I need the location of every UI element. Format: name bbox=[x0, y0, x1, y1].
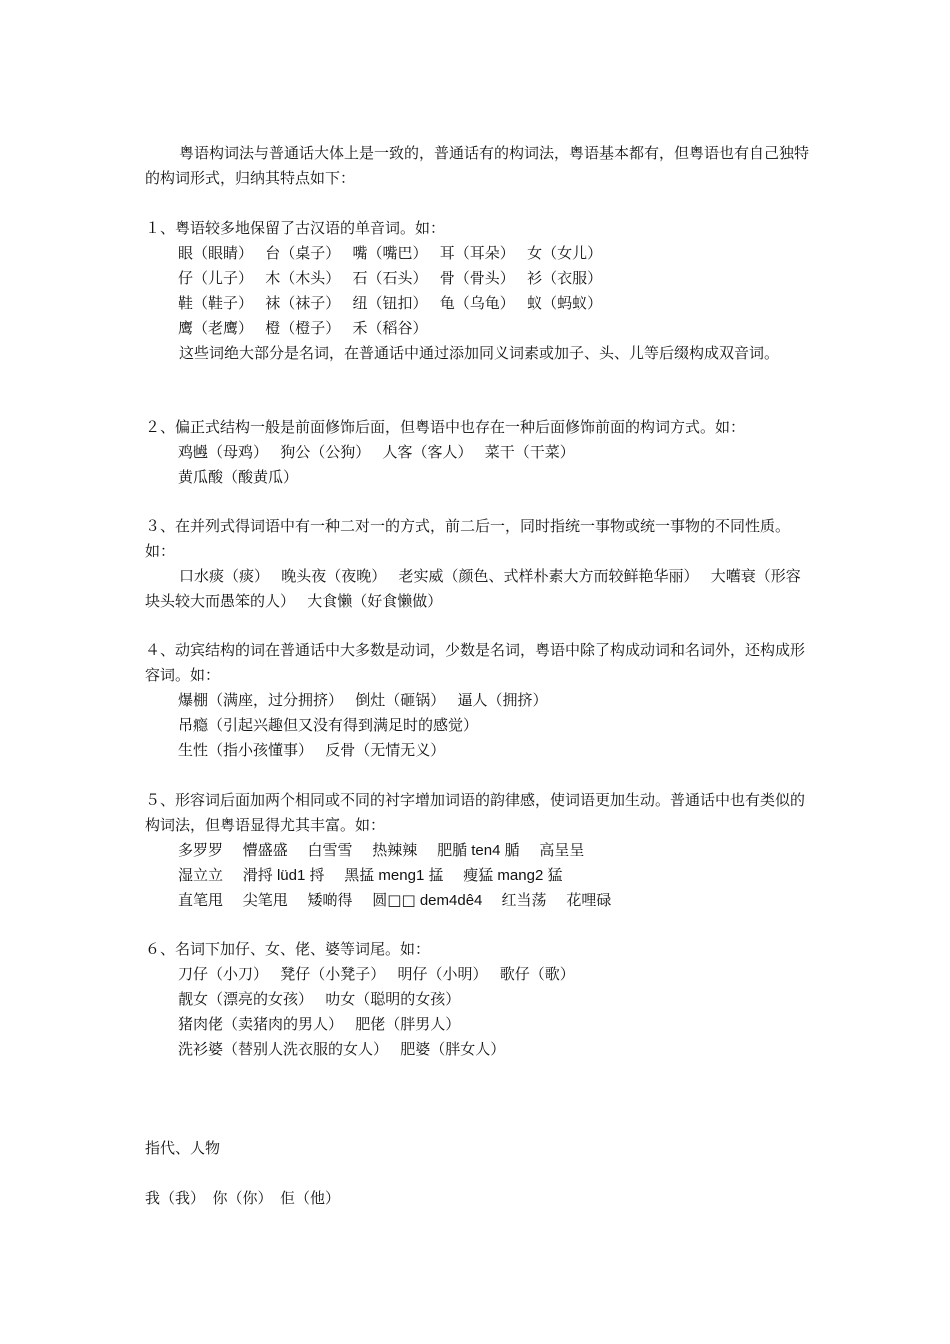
section3-body: 口水痰（痰） 晚头夜（夜晚） 老实威（颜色、式样朴素大方而较鲜艳华丽） 大嚿衰（形容块头较大而愚笨的人） 大食懒（好食懒做） bbox=[145, 567, 801, 610]
adjective-words: 直笔甩 尖笔甩 矮啲得 圆□□ bbox=[178, 891, 416, 909]
section1-row: 鞋（鞋子） 袜（袜子） 纽（钮扣） 龟（乌龟） 蚁（蚂蚁） bbox=[178, 294, 603, 312]
section6-row: 猪肉佬（卖猪肉的男人） 肥佬（胖男人） bbox=[178, 1015, 461, 1033]
section4-row: 爆棚（满座，过分拥挤） 倒灶（砸锅） 逼人（拥挤） bbox=[178, 691, 548, 709]
section1-row: 仔（儿子） 木（木头） 石（石头） 骨（骨头） 衫（衣服） bbox=[178, 269, 603, 287]
pronunciation: meng1 bbox=[374, 867, 429, 884]
section2-row: 黄瓜酸（酸黄瓜） bbox=[178, 468, 299, 486]
adjective-words: 红当荡 花哩碌 bbox=[486, 891, 612, 909]
adjective-words: 多罗罗 懵盛盛 白雪雪 热辣辣 肥腯 bbox=[178, 841, 468, 859]
pronunciation: ten4 bbox=[467, 842, 505, 859]
adjective-words: 捋 黑掹 bbox=[309, 866, 375, 884]
adjective-words: 掹 瘦猛 bbox=[428, 866, 494, 884]
section2-row: 鸡乸（母鸡） 狗公（公狗） 人客（客人） 菜干（干菜） bbox=[178, 443, 575, 461]
section5-heading: ５、形容词后面加两个相同或不同的衬字增加词语的韵律感，使词语更加生动。普通话中也有类似的构词法，但粤语显得尤其丰富。如： bbox=[145, 791, 806, 834]
intro-paragraph: 粤语构词法与普通话大体上是一致的，普通话有的构词法，粤语基本都有，但粤语也有自己独特的构词形式，归纳其特点如下： bbox=[145, 144, 810, 187]
section1-row: 鹰（老鹰） 橙（橙子） 禾（稻谷） bbox=[178, 319, 428, 337]
adjective-words: 猛 bbox=[547, 866, 563, 884]
section6-row: 刀仔（小刀） 凳仔（小凳子） 明仔（小明） 歌仔（歌） bbox=[178, 965, 575, 983]
pronoun-line: 我（我） 你（你） 佢（他） bbox=[145, 1189, 341, 1207]
section4-heading: ４、动宾结构的词在普通话中大多数是动词，少数是名词，粤语中除了构成动词和名词外，还构成形容词。如： bbox=[145, 641, 806, 684]
section6-row: 洗衫婆（替别人洗衣服的女人） 肥婆（胖女人） bbox=[178, 1040, 506, 1058]
section1-row: 眼（眼睛） 台（桌子） 嘴（嘴巴） 耳（耳朵） 女（女儿） bbox=[178, 244, 603, 262]
adjective-words: 湿立立 滑捋 bbox=[178, 866, 273, 884]
section5-row-2 bbox=[178, 863, 562, 889]
pronunciation: mang2 bbox=[493, 867, 548, 884]
section5-row-3 bbox=[178, 888, 611, 914]
adjective-words: 腯 高呈呈 bbox=[504, 841, 585, 859]
pronunciation: lüd1 bbox=[272, 867, 310, 884]
section1-note: 这些词绝大部分是名词，在普通话中通过添加同义词素或加子、头、儿等后缀构成双音词。 bbox=[179, 344, 780, 362]
section4-row: 生性（指小孩懂事） 反骨（无情无义） bbox=[178, 741, 446, 759]
section2-heading: ２、偏正式结构一般是前面修饰后面，但粤语中也存在一种后面修饰前面的构词方式。如： bbox=[145, 418, 746, 436]
section1-heading: １、粤语较多地保留了古汉语的单音词。如： bbox=[145, 219, 446, 237]
pronunciation: dem4dê4 bbox=[415, 892, 487, 909]
section5-row-1 bbox=[178, 838, 584, 864]
section6-heading: ６、名词下加仔、女、佬、婆等词尾。如： bbox=[145, 940, 431, 958]
section-title: 指代、人物 bbox=[145, 1139, 221, 1157]
section3-heading: ３、在并列式得词语中有一种二对一的方式，前二后一，同时指统一事物或统一事物的不同性质。如： bbox=[145, 517, 791, 560]
section4-row: 吊瘾（引起兴趣但又没有得到满足时的感觉） bbox=[178, 716, 479, 734]
section6-row: 靓女（漂亮的女孩） 叻女（聪明的女孩） bbox=[178, 990, 461, 1008]
